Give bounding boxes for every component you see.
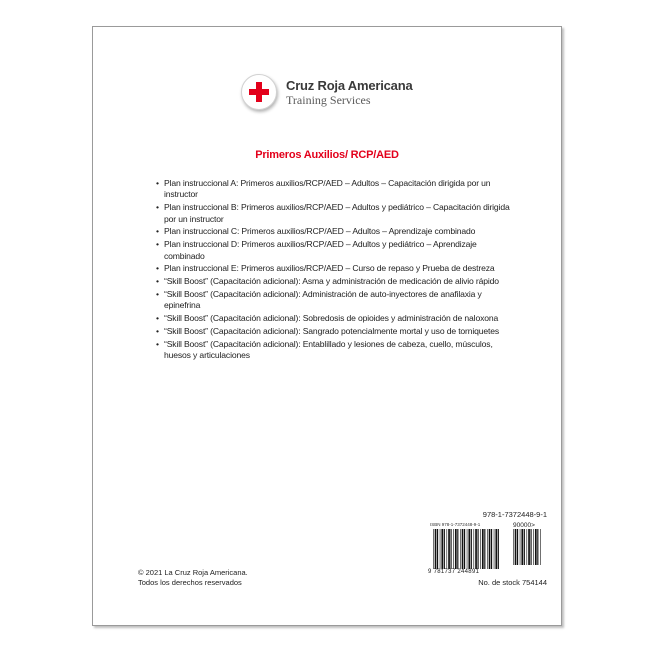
copyright — [138, 568, 248, 588]
book-back-cover — [92, 26, 562, 626]
document-title: Primeros Auxilios/ RCP/AED — [255, 149, 399, 161]
list-item: • “Skill Boost” (Capacitación adicional): Asma y administración de medicación de alivio rápido — [156, 276, 516, 287]
list-item: • Plan instruccional A: Primeros auxilios/RCP/AED – Adultos – Capacitación dirigida por un instructor — [156, 178, 516, 201]
list-item: • “Skill Boost” (Capacitación adicional): Sangrado potencialmente mortal y uso de torniquetes — [156, 326, 516, 337]
barcode-bars — [433, 529, 500, 569]
list-item: • “Skill Boost” (Capacitación adicional): Sobredosis de opioides y administración de naloxona — [156, 313, 516, 324]
list-item: • “Skill Boost” (Capacitación adicional): Entablillado y lesiones de cabeza, cuello, músculos, huesos y articulaciones — [156, 339, 516, 362]
barcode-isbn-label: ISBN 978-1-7372448-9-1 — [430, 522, 481, 527]
organization-name: Cruz Roja Americana — [286, 77, 413, 93]
copyright-line: © 2021 La Cruz Roja Americana. — [138, 568, 248, 577]
list-item: • Plan instruccional D: Primeros auxilios/RCP/AED – Adultos y pediátrico – Aprendizaje combinado — [156, 239, 516, 262]
barcode-digits: 9 781737 244891 — [428, 569, 480, 575]
logo-badge — [241, 74, 277, 110]
isbn-number: 978-1-7372448-9-1 — [482, 510, 547, 519]
course-list — [156, 178, 516, 363]
list-item: • Plan instruccional E: Primeros auxilios/RCP/AED – Curso de repaso y Prueba de destreza — [156, 263, 516, 274]
red-cross-icon — [249, 82, 269, 102]
list-item: • Plan instruccional B: Primeros auxilios/RCP/AED – Adultos y pediátrico – Capacitación dirigida por un instructor — [156, 202, 516, 225]
list-item: • “Skill Boost” (Capacitación adicional): Administración de auto-inyectores de anafilaxia y epinefrina — [156, 289, 516, 312]
barcode — [427, 522, 547, 578]
list-item: • Plan instruccional C: Primeros auxilios/RCP/AED – Adultos – Aprendizaje combinado — [156, 226, 516, 237]
rights-line: Todos los derechos reservados — [138, 578, 242, 587]
barcode-addon-number: 90000> — [513, 522, 535, 529]
red-cross-logo — [241, 74, 412, 110]
organization-subtitle: Training Services — [286, 92, 371, 107]
stock-number: No. de stock 754144 — [478, 578, 547, 587]
barcode-addon-bars — [513, 529, 541, 565]
